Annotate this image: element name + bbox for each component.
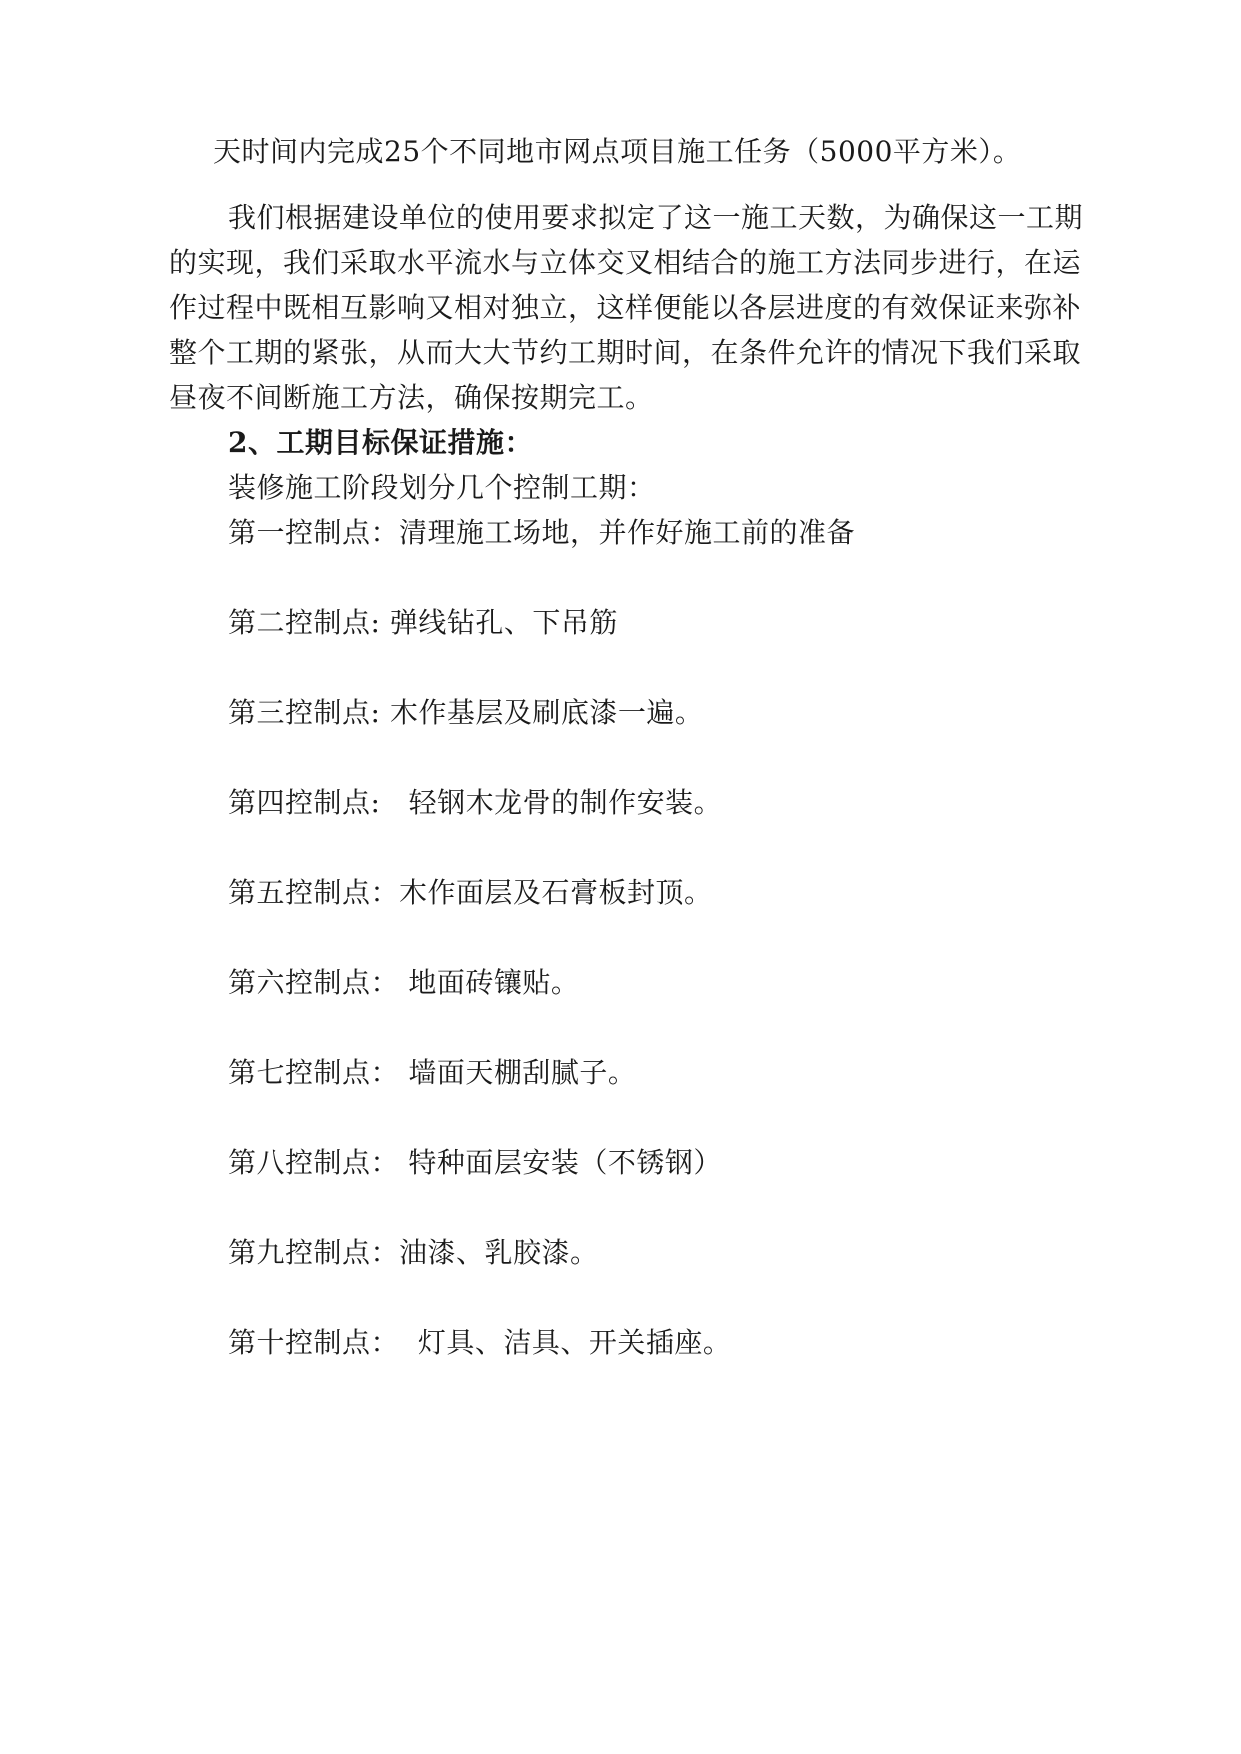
paragraph-line-3: 作过程中既相互影响又相对独立，这样便能以各层进度的有效保证来弥补 bbox=[169, 291, 1082, 324]
control-point-label: 第五控制点： bbox=[228, 876, 400, 909]
control-point-8 bbox=[228, 1143, 722, 1183]
control-point-7 bbox=[228, 1053, 636, 1093]
paragraph-line-2: 的实现，我们采取水平流水与立体交叉相结合的施工方法同步进行，在运 bbox=[169, 246, 1082, 279]
continued-line: 天时间内完成25个不同地市网点项目施工任务（5000平方米）。 bbox=[213, 135, 1022, 168]
control-point-text: 轻钢木龙骨的制作安装。 bbox=[408, 786, 723, 819]
paragraph-line-5: 昼夜不间断施工方法，确保按期完工。 bbox=[169, 381, 654, 414]
control-point-1 bbox=[228, 513, 855, 553]
control-point-5 bbox=[228, 873, 713, 913]
control-point-6 bbox=[228, 963, 579, 1003]
control-point-label: 第九控制点： bbox=[228, 1236, 400, 1269]
control-point-label: 第六控制点： bbox=[228, 966, 400, 999]
control-point-text: 特种面层安装（不锈钢） bbox=[408, 1146, 722, 1179]
control-point-text: 清理施工场地，并作好施工前的准备 bbox=[399, 516, 856, 549]
control-point-text: 灯具、洁具、开关插座。 bbox=[417, 1326, 732, 1359]
control-point-text: 弹线钻孔、下吊筋 bbox=[389, 606, 618, 639]
section-heading: 2、工期目标保证措施： bbox=[228, 426, 533, 459]
control-point-label: 第一控制点： bbox=[228, 516, 400, 549]
control-point-3 bbox=[228, 693, 703, 733]
control-point-label: 第二控制点: bbox=[228, 606, 381, 639]
control-point-4 bbox=[228, 783, 722, 823]
control-point-label: 第十控制点： bbox=[228, 1326, 400, 1359]
control-point-9 bbox=[228, 1233, 599, 1273]
control-point-text: 木作面层及石膏板封顶。 bbox=[399, 876, 713, 909]
control-point-text: 地面砖镶贴。 bbox=[408, 966, 580, 999]
intro-line: 装修施工阶段划分几个控制工期： bbox=[228, 471, 656, 504]
control-point-2 bbox=[228, 603, 618, 643]
paragraph-line-1: 我们根据建设单位的使用要求拟定了这一施工天数，为确保这一工期 bbox=[228, 201, 1084, 234]
control-point-label: 第八控制点： bbox=[228, 1146, 400, 1179]
paragraph-line-4: 整个工期的紧张，从而大大节约工期时间，在条件允许的情况下我们采取 bbox=[169, 336, 1082, 369]
control-point-text: 油漆、乳胶漆。 bbox=[399, 1236, 599, 1269]
control-point-10 bbox=[228, 1323, 731, 1363]
control-point-label: 第七控制点： bbox=[228, 1056, 400, 1089]
control-point-label: 第三控制点: bbox=[228, 696, 381, 729]
control-point-text: 木作基层及刷底漆一遍。 bbox=[389, 696, 704, 729]
control-point-label: 第四控制点: bbox=[228, 786, 381, 819]
control-point-text: 墙面天棚刮腻子。 bbox=[408, 1056, 637, 1089]
